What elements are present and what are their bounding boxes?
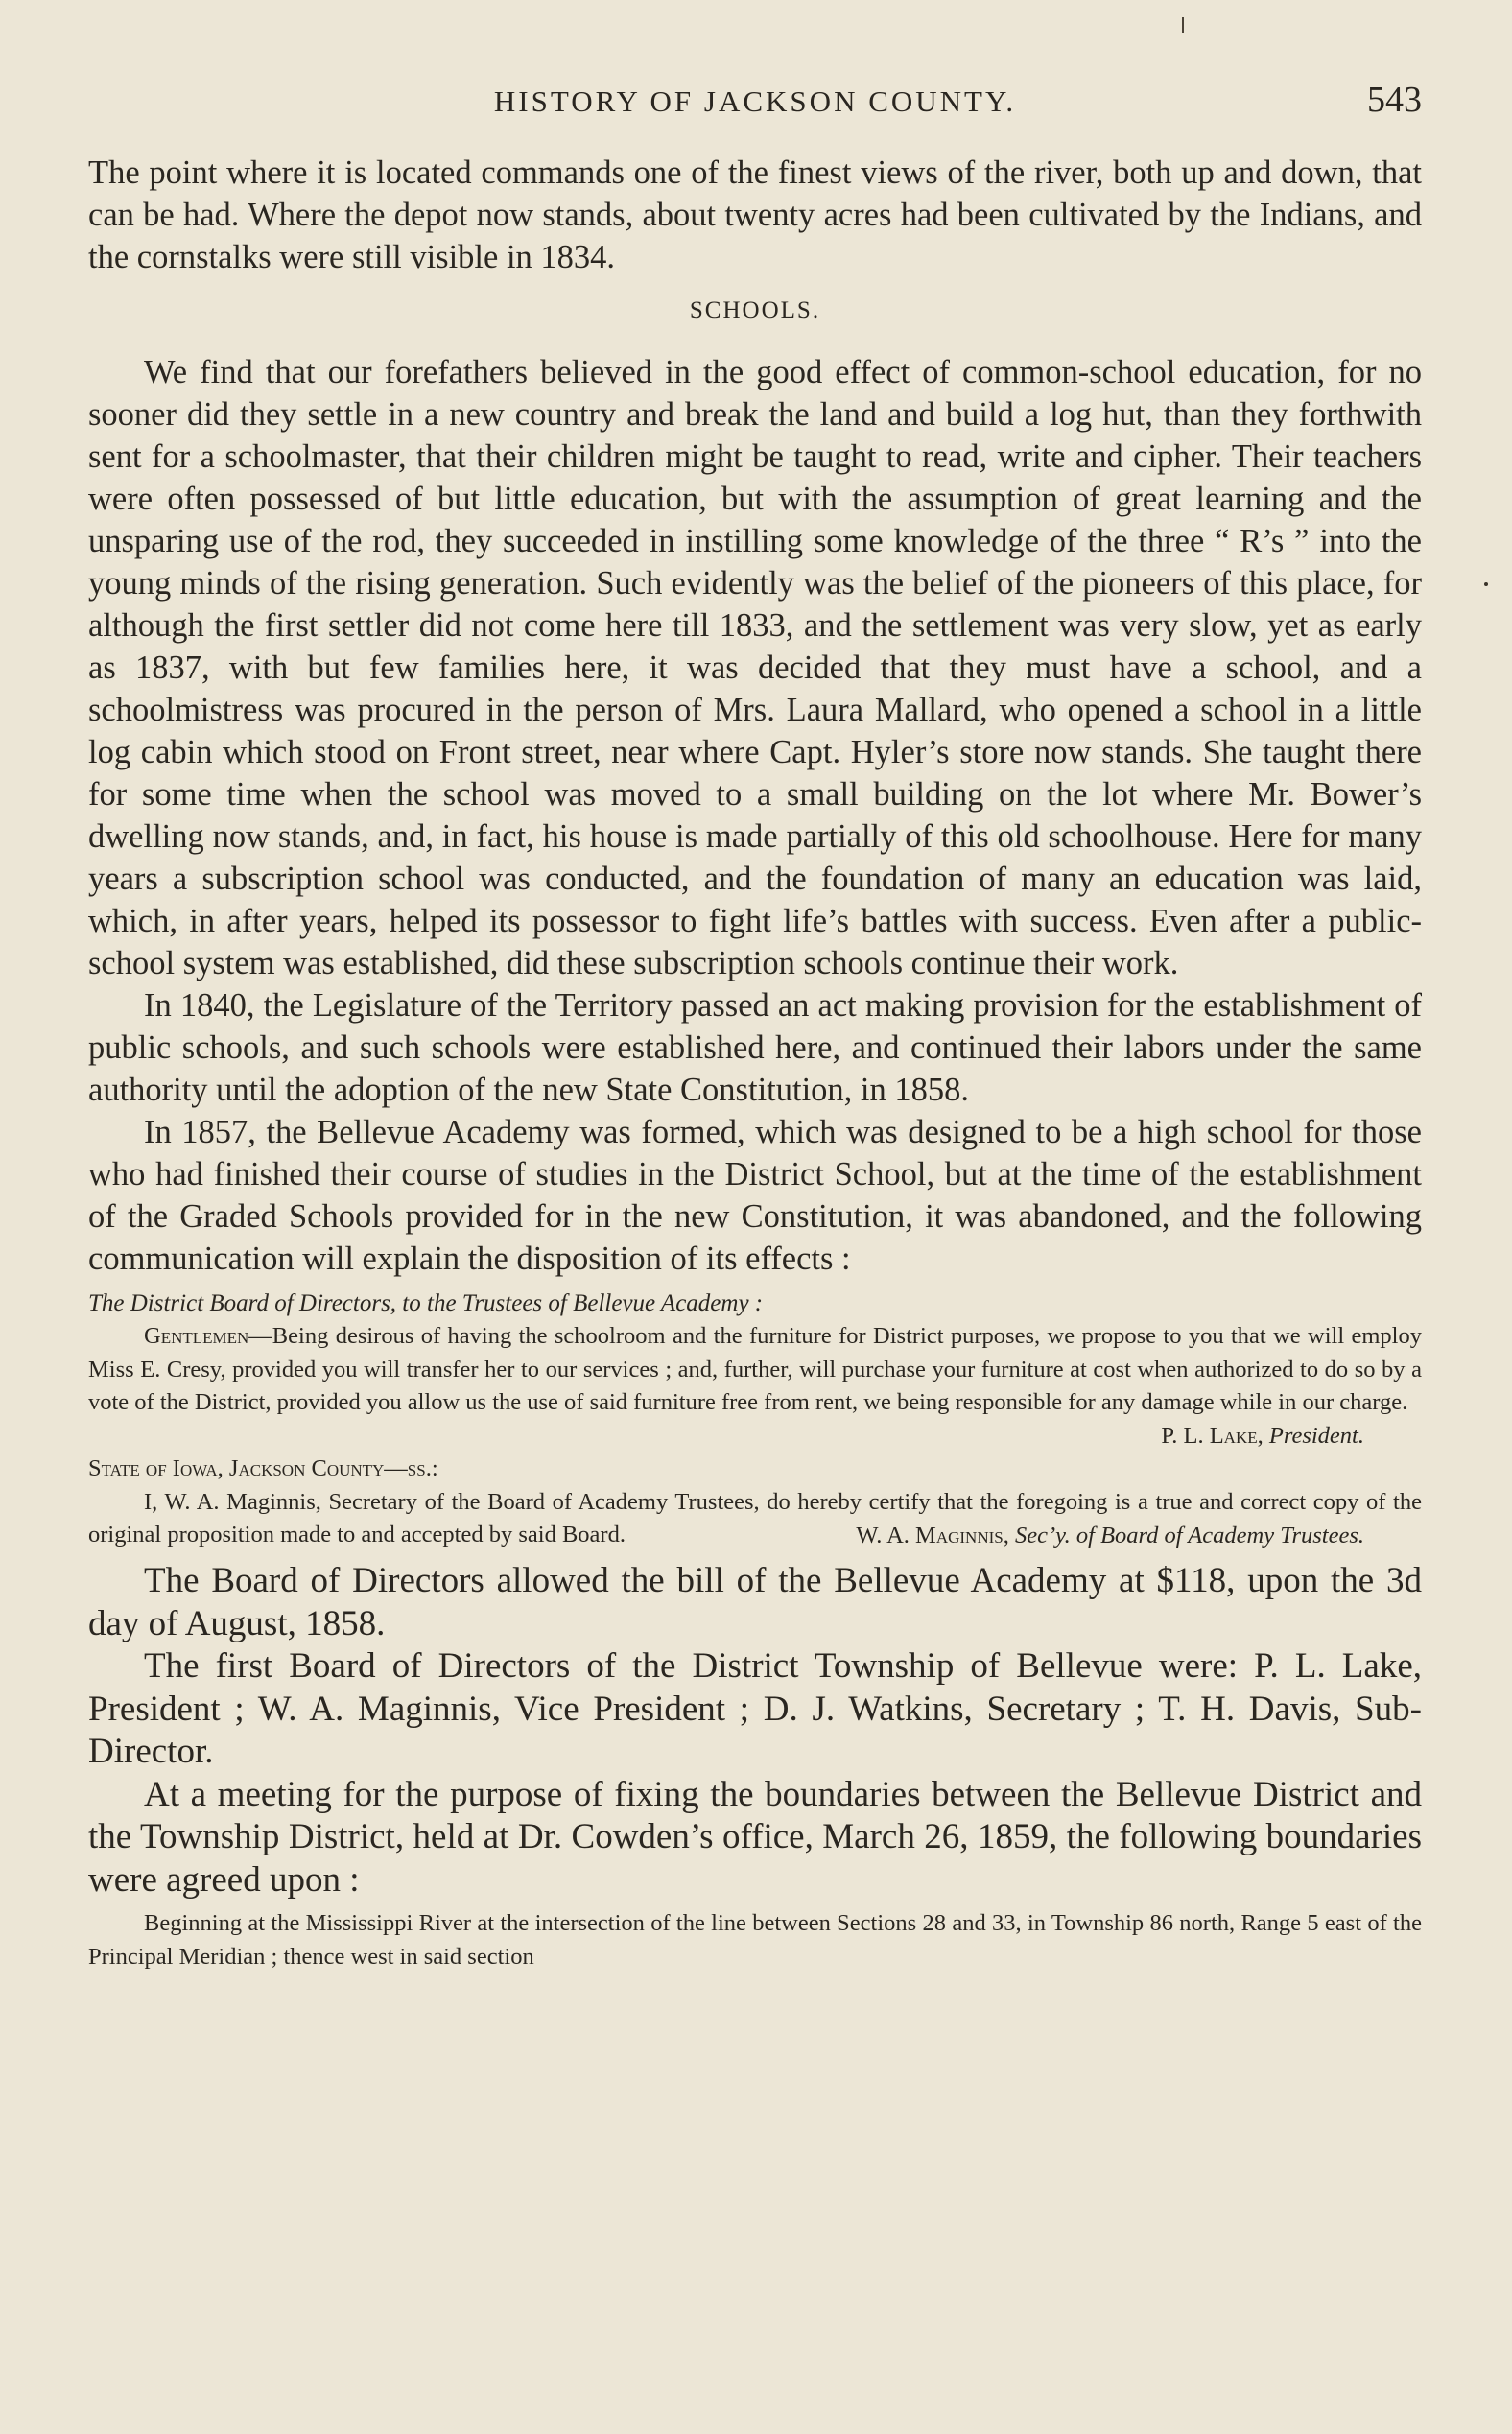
paragraph-first-board: The first Board of Directors of the District Township of Bellevue were: P. L. Lake, President ; W. A. Maginnis, Vice President ; D. J. Watkins, Secretary ; T. H. Davis, Sub-Director. [88,1646,1422,1771]
page-number: 543 [1367,80,1422,120]
letter-signer-title: President. [1268,1422,1364,1449]
margin-dot [1484,582,1488,586]
paragraph-schools: We find that our forefathers believed in the good effect of common-school education, for no sooner did they settle in a new country and break the land and build a log hut, than they forthwith sent for a schoolmaster, that their children might be taught to read, write and cipher. Their teachers were often possessed of but little education, but with the assumption of great learning and the unsparing use of the rod, they succeeded in instilling some knowledge of the three “ R’s ” into the young minds of the rising generation. Such evidently was the belief of the pioneers of this place, for although the first settler did not come here till 1833, and the settlement was very slow, yet as early as 1837, with but few families here, it was decided that they must have a school, and a schoolmistress was procured in the person of Mrs. Laura Mallard, who opened a school in a little log cabin which stood on Front street, near where Capt. Hyler’s store now stands. She taught there for some time when the school was moved to a small building on the lot where Mr. Bower’s dwelling now stands, and, in fact, his house is made partially of this old schoolhouse. Here for many years a subscription school was conducted, and the foundation of many an education was laid, which, in after years, helped its possessor to fight life’s battles with success. Even after a public-school system was established, did these subscription schools continue their work. [88,354,1422,981]
certification-signer: W. A. Maginnis, [856,1522,1009,1548]
paragraph-academy-bill: The Board of Directors allowed the bill of the Bellevue Academy at $118, upon the 3d day of August, 1858. [88,1561,1422,1643]
certification-venue: State of Iowa, Jackson County—ss.: [88,1455,438,1481]
running-head [88,79,1422,127]
intro-paragraph: The point where it is located commands one of the finest views of the river, both up and down, that can be had. Where the depot now stands, about twenty acres had been cultivated by the Indians, and the cornstalks were still visible in 1834. [88,154,1422,275]
section-heading: SCHOOLS. [689,297,821,323]
body-text [88,152,1422,1973]
letter-salutation: Gentlemen [144,1323,249,1349]
paragraph-1857: In 1857, the Bellevue Academy was formed, which was designed to be a high school for those who had finished their course of studies in the District School, but at the time of the establishment of the Graded Schools provided for in the new Constitution, it was abandoned, and the following communication will explain the disposition of its effects : [88,1114,1422,1277]
certification-signer-title: Sec’y. of Board of Academy Trustees. [1014,1522,1364,1548]
page-mark [1182,17,1184,33]
letter-signer: P. L. Lake, [1161,1422,1264,1449]
boundary-note: Beginning at the Mississippi River at the intersection of the line between Sections 28 and 33, in Township 86 north, Range 5 east of the Principal Meridian ; thence west in said section [88,1910,1422,1970]
letter-body [88,1320,1422,1420]
certification-text: I, W. A. Maginnis, Secretary of the Board of Academy Trustees, do hereby certify that the foregoing is a true and correct copy of the original proposition made to and accepted by said Board. [88,1488,1422,1548]
paragraph-1840: In 1840, the Legislature of the Territory passed an act making provision for the establishment of public schools, and such schools were established here, and continued their labors under the same authority until the adoption of the new State Constitution, in 1858. [88,987,1422,1108]
paragraph-boundaries-meeting: At a meeting for the purpose of fixing the boundaries between the Bellevue District and the Township District, held at Dr. Cowden’s office, March 26, 1859, the following boundaries were agreed upon : [88,1774,1422,1900]
letter-signature [88,1420,1422,1453]
letter-text: —Being desirous of having the schoolroom and the furniture for District purposes, we propose to you that we will employ Miss E. Cresy, provided you will transfer her to our services ; and, further, will purchase your furniture at cost when authorized to do so by a vote of the District, provided you allow us the use of said furniture free from rent, we being responsible for any damage while in our charge. [88,1323,1422,1415]
running-title: HISTORY OF JACKSON COUNTY. [493,84,1017,118]
letter-address: The District Board of Directors, to the Trustees of Bellevue Academy : [88,1290,764,1316]
